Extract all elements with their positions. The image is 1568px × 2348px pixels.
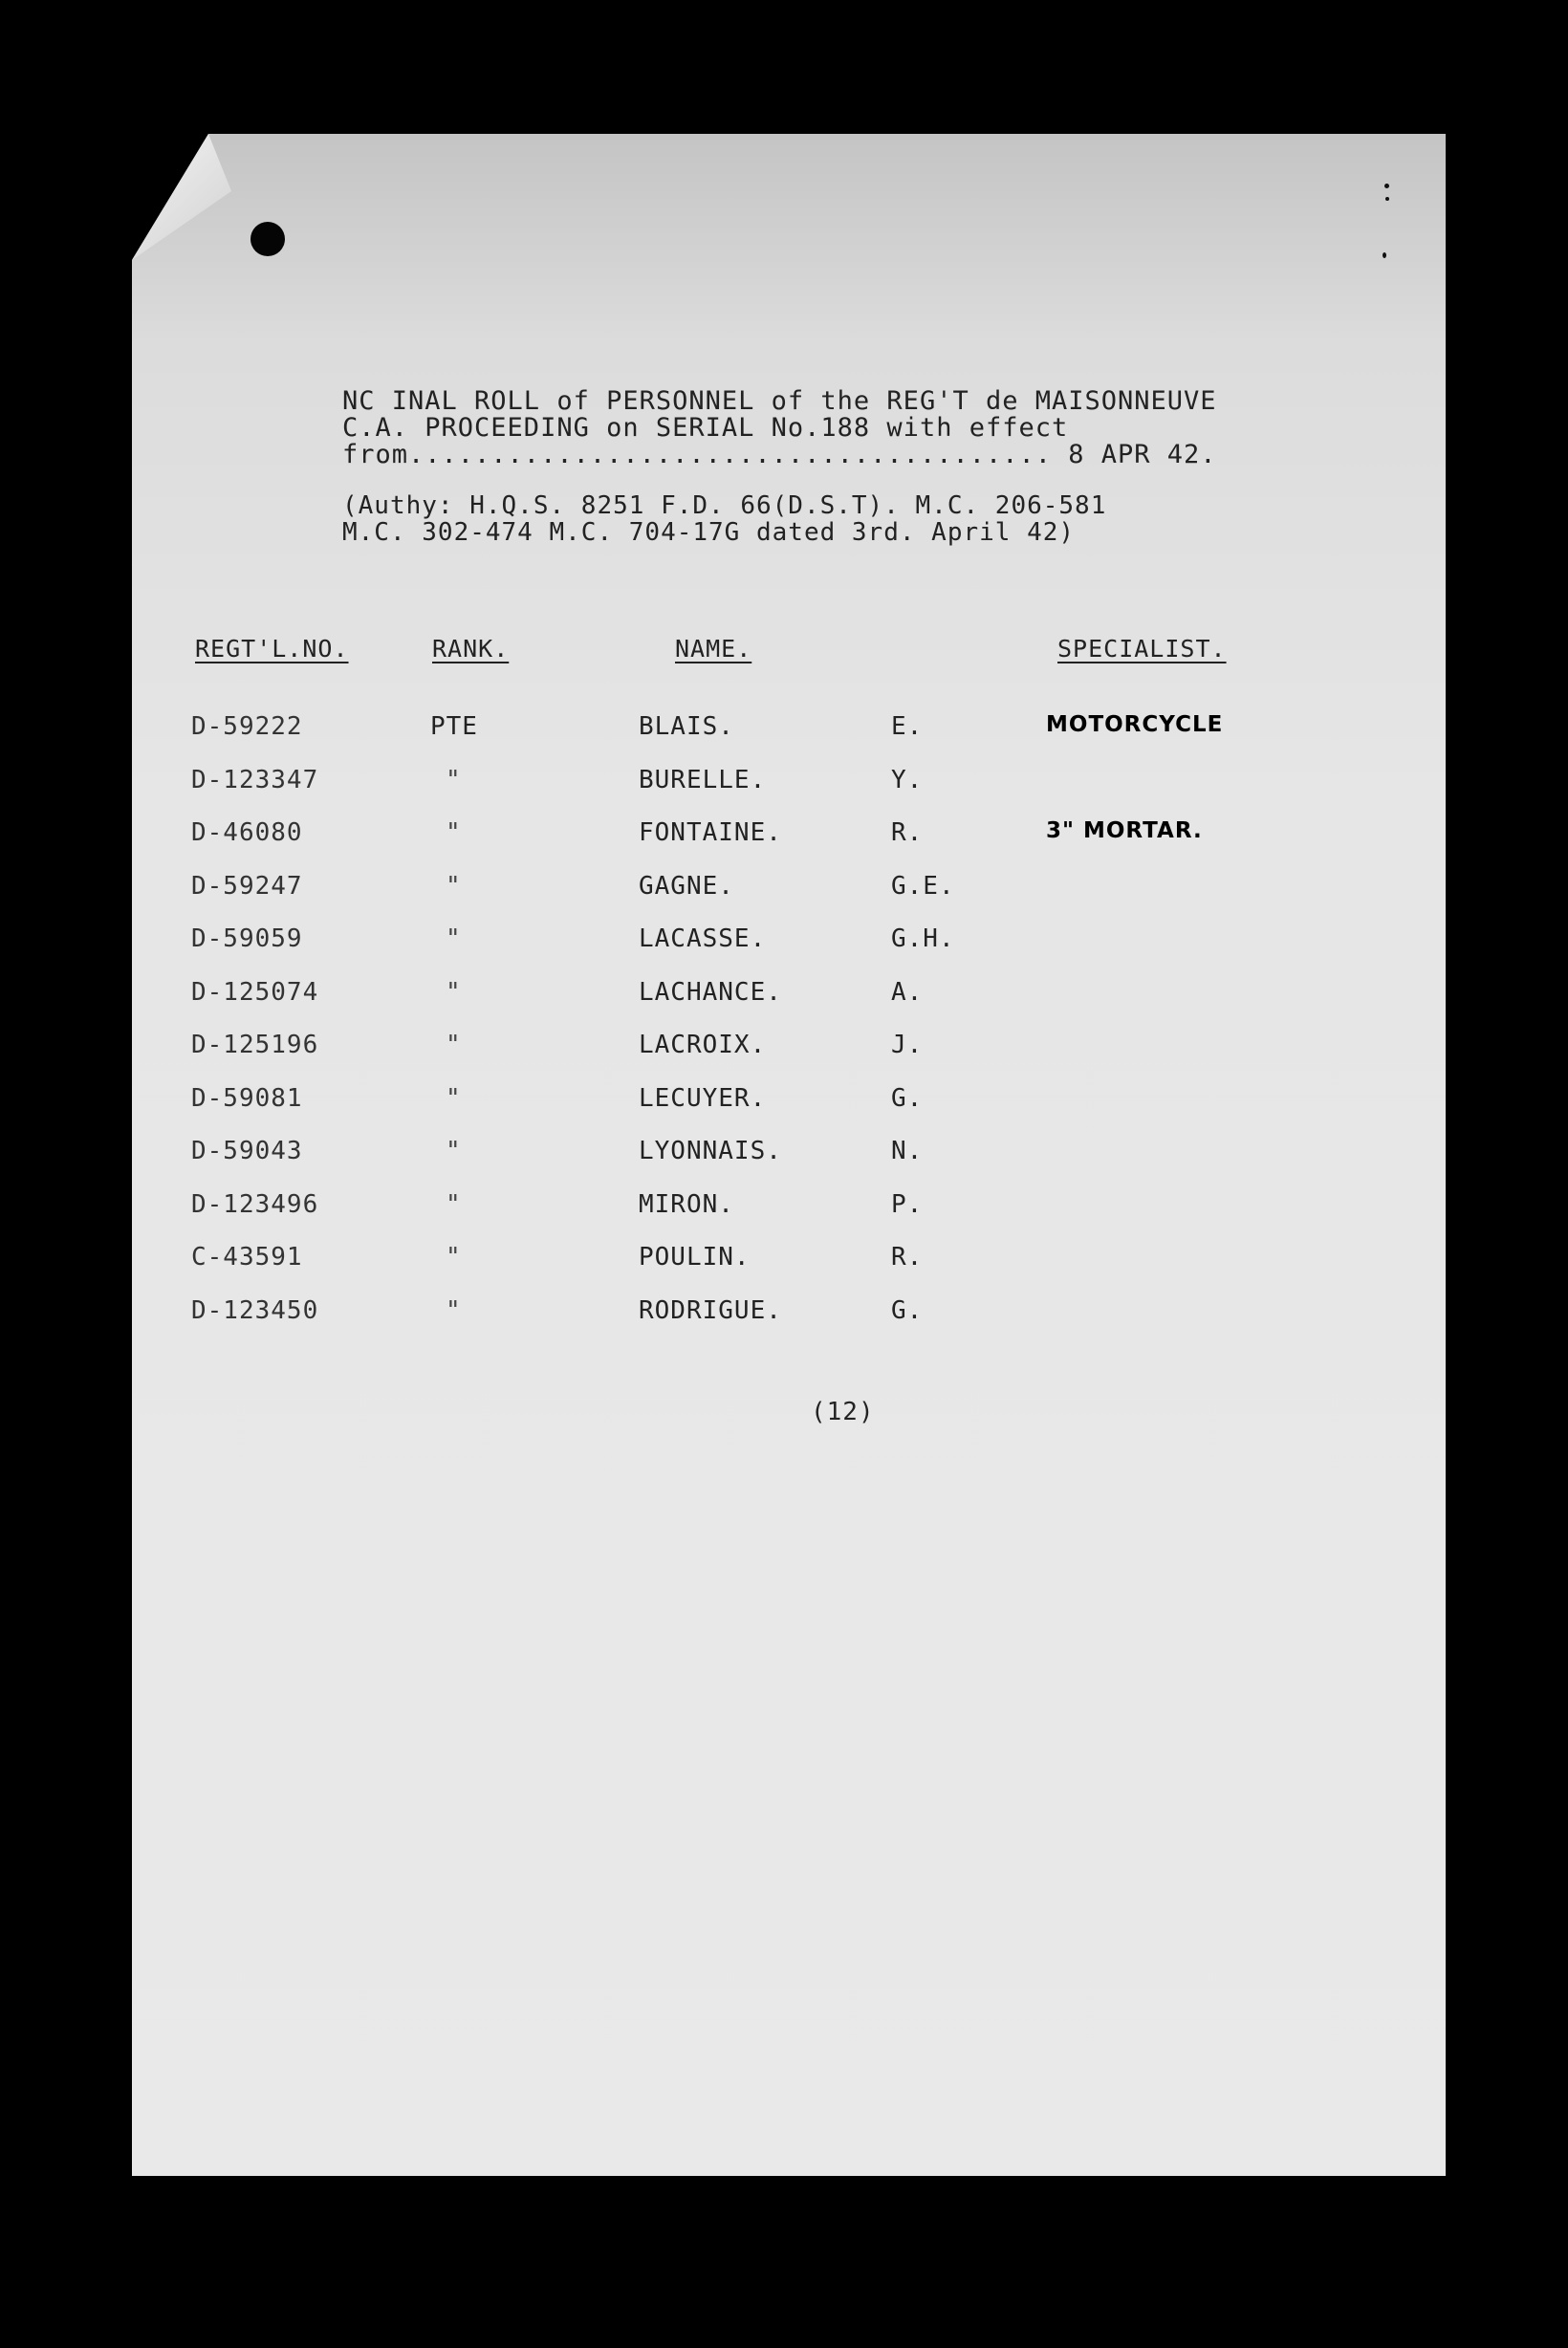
row-initials: G. bbox=[891, 1084, 924, 1113]
row-surname: BURELLE. bbox=[639, 766, 767, 794]
row-regtl-no: D-123450 bbox=[191, 1296, 319, 1325]
row-initials: P. bbox=[891, 1190, 924, 1219]
row-specialist: MOTORCYCLE bbox=[1046, 712, 1224, 737]
row-initials: G.H. bbox=[891, 924, 955, 953]
page-number: (12) bbox=[811, 1398, 875, 1426]
row-regtl-no: D-59043 bbox=[191, 1137, 303, 1165]
row-rank: " bbox=[446, 872, 462, 901]
row-regtl-no: D-59222 bbox=[191, 712, 303, 741]
row-rank: " bbox=[446, 924, 462, 953]
row-rank: " bbox=[446, 978, 462, 1007]
row-rank: " bbox=[446, 1296, 462, 1325]
roll-title-line-3: from....................................... 8 APR 42. bbox=[342, 440, 1217, 469]
row-initials: G. bbox=[891, 1296, 924, 1325]
column-header-name: NAME. bbox=[675, 635, 752, 663]
row-regtl-no: C-43591 bbox=[191, 1243, 303, 1272]
row-surname: LACHANCE. bbox=[639, 978, 782, 1007]
row-surname: LACASSE. bbox=[639, 924, 767, 953]
row-regtl-no: D-46080 bbox=[191, 818, 303, 847]
row-surname: LYONNAIS. bbox=[639, 1137, 782, 1165]
row-rank: " bbox=[446, 1190, 462, 1219]
row-surname: FONTAINE. bbox=[639, 818, 782, 847]
ink-speck bbox=[1384, 184, 1389, 188]
row-specialist: 3" MORTAR. bbox=[1046, 818, 1203, 843]
row-regtl-no: D-59081 bbox=[191, 1084, 303, 1113]
column-header-specialist: SPECIALIST. bbox=[1057, 635, 1227, 663]
row-initials: J. bbox=[891, 1031, 924, 1059]
row-initials: Y. bbox=[891, 766, 924, 794]
row-regtl-no: D-125074 bbox=[191, 978, 319, 1007]
row-surname: MIRON. bbox=[639, 1190, 734, 1219]
row-regtl-no: D-125196 bbox=[191, 1031, 319, 1059]
row-regtl-no: D-123496 bbox=[191, 1190, 319, 1219]
row-surname: LACROIX. bbox=[639, 1031, 767, 1059]
row-surname: RODRIGUE. bbox=[639, 1296, 782, 1325]
row-initials: R. bbox=[891, 818, 924, 847]
row-rank: " bbox=[446, 818, 462, 847]
row-surname: LECUYER. bbox=[639, 1084, 767, 1113]
row-initials: N. bbox=[891, 1137, 924, 1165]
row-initials: A. bbox=[891, 978, 924, 1007]
row-rank: " bbox=[446, 1137, 462, 1165]
row-regtl-no: D-59059 bbox=[191, 924, 303, 953]
row-regtl-no: D-59247 bbox=[191, 872, 303, 901]
row-surname: POULIN. bbox=[639, 1243, 751, 1272]
punch-hole bbox=[250, 222, 285, 256]
authority-line-2: M.C. 302-474 M.C. 704-17G dated 3rd. April 42) bbox=[342, 518, 1076, 547]
row-initials: R. bbox=[891, 1243, 924, 1272]
ink-speck bbox=[1383, 252, 1386, 258]
row-rank: " bbox=[446, 1243, 462, 1272]
roll-title-line-2: C.A. PROCEEDING on SERIAL No.188 with effect bbox=[342, 413, 1069, 443]
row-initials: G.E. bbox=[891, 872, 955, 901]
row-initials: E. bbox=[891, 712, 924, 741]
ink-speck bbox=[1385, 197, 1389, 201]
row-regtl-no: D-123347 bbox=[191, 766, 319, 794]
column-header-regtl-no: REGT'L.NO. bbox=[195, 635, 349, 663]
row-surname: GAGNE. bbox=[639, 872, 734, 901]
row-rank: " bbox=[446, 1084, 462, 1113]
row-rank: " bbox=[446, 766, 462, 794]
row-surname: BLAIS. bbox=[639, 712, 734, 741]
row-rank: " bbox=[446, 1031, 462, 1059]
roll-title-line-1: NC INAL ROLL of PERSONNEL of the REG'T de MAISONNEUVE bbox=[342, 386, 1217, 416]
row-rank: PTE bbox=[430, 712, 478, 741]
column-header-rank: RANK. bbox=[432, 635, 510, 663]
authority-line-1: (Authy: H.Q.S. 8251 F.D. 66(D.S.T). M.C. 206-581 bbox=[342, 491, 1107, 520]
